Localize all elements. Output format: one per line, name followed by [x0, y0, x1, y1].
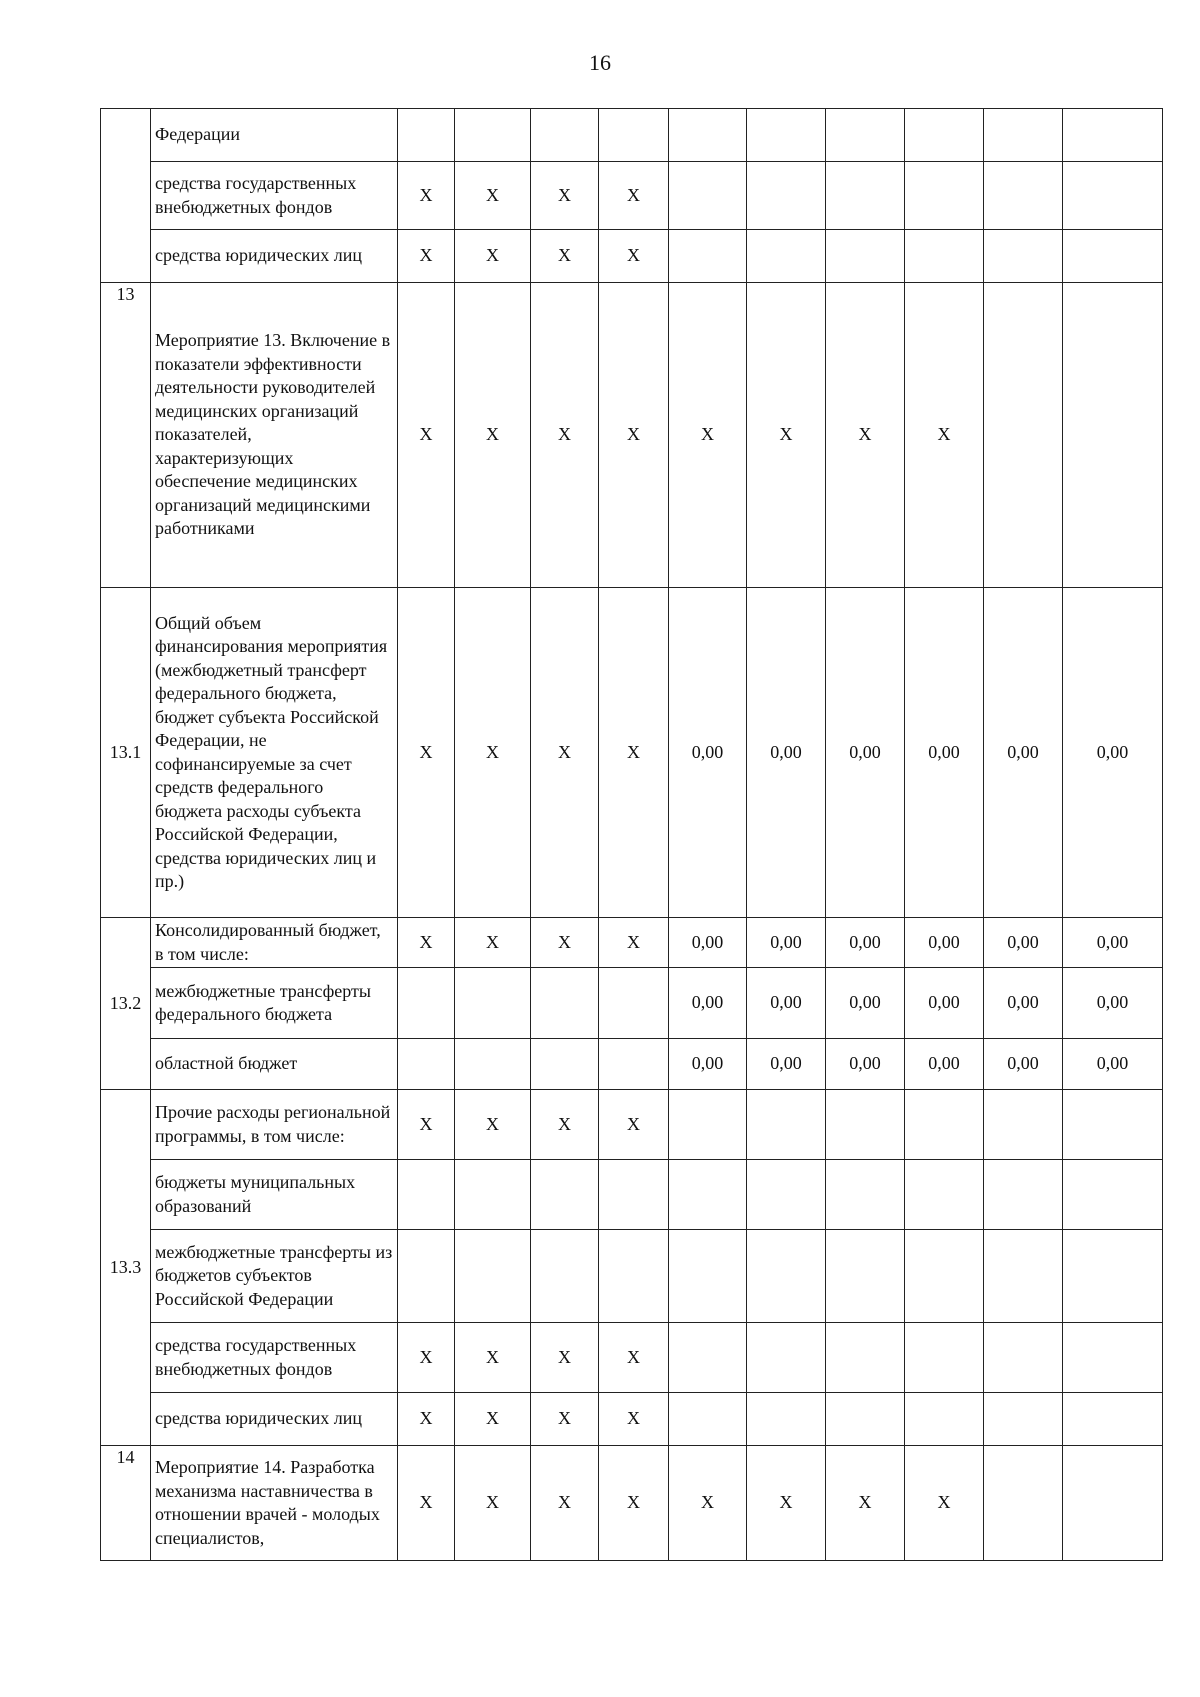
value-cell — [984, 1230, 1063, 1323]
value-cell: 0,00 — [826, 918, 905, 968]
value-cell: 0,00 — [984, 968, 1063, 1039]
value-cell: X — [599, 1393, 669, 1446]
value-cell — [531, 1160, 599, 1230]
value-cell — [826, 162, 905, 230]
value-cell — [669, 230, 747, 283]
value-cell: X — [599, 918, 669, 968]
value-cell — [1063, 1160, 1163, 1230]
table-row — [101, 162, 1163, 230]
description-cell: бюджеты муниципальных образований — [151, 1160, 398, 1230]
value-cell — [669, 1160, 747, 1230]
value-cell: X — [398, 283, 455, 588]
value-cell: X — [599, 162, 669, 230]
table-row — [101, 283, 1163, 588]
value-cell: X — [455, 283, 531, 588]
value-cell: X — [669, 283, 747, 588]
value-cell — [531, 1039, 599, 1090]
value-cell — [531, 109, 599, 162]
description-cell: средства государственных внебюджетных фондов — [151, 1323, 398, 1393]
value-cell — [1063, 1230, 1163, 1323]
row-number-cell — [101, 109, 151, 283]
value-cell: X — [455, 1090, 531, 1160]
value-cell: 0,00 — [984, 588, 1063, 918]
value-cell: X — [531, 918, 599, 968]
budget-table — [100, 108, 1163, 1561]
value-cell — [984, 1446, 1063, 1561]
value-cell: 0,00 — [1063, 968, 1163, 1039]
value-cell — [984, 1090, 1063, 1160]
table-row — [101, 1090, 1163, 1160]
value-cell: X — [531, 1323, 599, 1393]
value-cell: X — [826, 1446, 905, 1561]
value-cell — [599, 1039, 669, 1090]
value-cell: 0,00 — [1063, 918, 1163, 968]
row-number-cell: 13.3 — [101, 1090, 151, 1446]
description-cell: Общий объем финансирования мероприятия (межбюджетный трансферт федерального бюджета, бюджет субъекта Российской Федерации, не софинансируемые за счет средств федерального бюджета расходы субъекта Российской Федерации, средства юридических лиц и пр.) — [151, 588, 398, 918]
table-row — [101, 109, 1163, 162]
description-cell: областной бюджет — [151, 1039, 398, 1090]
value-cell — [599, 1230, 669, 1323]
value-cell — [747, 1323, 826, 1393]
value-cell — [984, 1160, 1063, 1230]
value-cell: 0,00 — [984, 918, 1063, 968]
table-row — [101, 1393, 1163, 1446]
value-cell — [398, 1230, 455, 1323]
value-cell: 0,00 — [669, 968, 747, 1039]
value-cell: X — [455, 1393, 531, 1446]
value-cell: X — [531, 1090, 599, 1160]
value-cell: X — [398, 1446, 455, 1561]
value-cell: 0,00 — [826, 1039, 905, 1090]
value-cell — [1063, 1393, 1163, 1446]
value-cell: 0,00 — [669, 588, 747, 918]
value-cell: X — [398, 230, 455, 283]
value-cell — [1063, 162, 1163, 230]
value-cell — [984, 109, 1063, 162]
description-cell: средства государственных внебюджетных фондов — [151, 162, 398, 230]
value-cell — [669, 1230, 747, 1323]
value-cell — [826, 1323, 905, 1393]
value-cell — [826, 1393, 905, 1446]
value-cell: 0,00 — [826, 968, 905, 1039]
value-cell — [669, 162, 747, 230]
value-cell — [455, 1039, 531, 1090]
value-cell: 0,00 — [905, 588, 984, 918]
page-number: 16 — [589, 50, 611, 75]
value-cell: 0,00 — [905, 1039, 984, 1090]
value-cell: X — [905, 283, 984, 588]
value-cell: X — [531, 1446, 599, 1561]
value-cell — [905, 1090, 984, 1160]
value-cell: X — [531, 283, 599, 588]
value-cell: X — [455, 588, 531, 918]
value-cell — [531, 1230, 599, 1323]
value-cell — [398, 1160, 455, 1230]
value-cell: 0,00 — [747, 588, 826, 918]
value-cell: X — [455, 1446, 531, 1561]
value-cell: X — [398, 162, 455, 230]
value-cell: X — [531, 1393, 599, 1446]
value-cell: X — [669, 1446, 747, 1561]
value-cell: 0,00 — [984, 1039, 1063, 1090]
value-cell: 0,00 — [669, 918, 747, 968]
value-cell — [1063, 230, 1163, 283]
value-cell: X — [398, 918, 455, 968]
value-cell — [1063, 1446, 1163, 1561]
value-cell: X — [826, 283, 905, 588]
description-cell: межбюджетные трансферты федерального бюджета — [151, 968, 398, 1039]
description-cell: Мероприятие 13. Включение в показатели эффективности деятельности руководителей медицинских организаций показателей, характеризующих обеспечение медицинских организаций медицинскими работниками — [151, 283, 398, 588]
value-cell — [398, 968, 455, 1039]
value-cell: X — [398, 588, 455, 918]
value-cell: 0,00 — [905, 968, 984, 1039]
value-cell: X — [455, 918, 531, 968]
value-cell — [455, 1230, 531, 1323]
row-number-cell: 14 — [101, 1446, 151, 1561]
value-cell — [826, 109, 905, 162]
value-cell — [984, 230, 1063, 283]
value-cell — [905, 230, 984, 283]
value-cell — [747, 1090, 826, 1160]
value-cell: X — [599, 283, 669, 588]
value-cell: X — [455, 230, 531, 283]
value-cell — [669, 1090, 747, 1160]
value-cell — [747, 230, 826, 283]
value-cell — [669, 1323, 747, 1393]
value-cell: X — [599, 1446, 669, 1561]
table-row — [101, 588, 1163, 918]
table-row — [101, 230, 1163, 283]
value-cell — [1063, 1323, 1163, 1393]
value-cell — [669, 1393, 747, 1446]
value-cell — [531, 968, 599, 1039]
value-cell — [599, 109, 669, 162]
value-cell: X — [599, 588, 669, 918]
value-cell: 0,00 — [747, 968, 826, 1039]
value-cell: X — [599, 1323, 669, 1393]
value-cell: 0,00 — [1063, 588, 1163, 918]
description-cell: средства юридических лиц — [151, 230, 398, 283]
value-cell: 0,00 — [826, 588, 905, 918]
value-cell: X — [531, 230, 599, 283]
row-number-cell: 13 — [101, 283, 151, 588]
value-cell: X — [455, 162, 531, 230]
value-cell: X — [455, 1323, 531, 1393]
value-cell: 0,00 — [747, 918, 826, 968]
table-row — [101, 1446, 1163, 1561]
description-cell: Консолидированный бюджет, в том числе: — [151, 918, 398, 968]
value-cell — [455, 1160, 531, 1230]
value-cell — [747, 1160, 826, 1230]
table-row — [101, 1323, 1163, 1393]
value-cell — [826, 1090, 905, 1160]
value-cell — [826, 1160, 905, 1230]
value-cell — [984, 162, 1063, 230]
value-cell: 0,00 — [905, 918, 984, 968]
value-cell — [747, 1230, 826, 1323]
value-cell — [984, 1393, 1063, 1446]
description-cell: средства юридических лиц — [151, 1393, 398, 1446]
description-cell: Мероприятие 14. Разработка механизма наставничества в отношении врачей - молодых специалистов, — [151, 1446, 398, 1561]
description-cell: Прочие расходы региональной программы, в том числе: — [151, 1090, 398, 1160]
value-cell: X — [747, 283, 826, 588]
value-cell — [1063, 109, 1163, 162]
value-cell — [455, 968, 531, 1039]
value-cell: X — [398, 1090, 455, 1160]
value-cell: 0,00 — [669, 1039, 747, 1090]
value-cell: X — [905, 1446, 984, 1561]
value-cell — [905, 1160, 984, 1230]
value-cell — [826, 230, 905, 283]
value-cell — [747, 162, 826, 230]
value-cell — [905, 109, 984, 162]
table-row — [101, 1160, 1163, 1230]
description-cell: межбюджетные трансферты из бюджетов субъектов Российской Федерации — [151, 1230, 398, 1323]
value-cell: X — [747, 1446, 826, 1561]
value-cell — [1063, 1090, 1163, 1160]
value-cell: 0,00 — [1063, 1039, 1163, 1090]
value-cell: X — [531, 588, 599, 918]
value-cell — [599, 968, 669, 1039]
value-cell: X — [599, 230, 669, 283]
value-cell: X — [398, 1323, 455, 1393]
row-number-cell: 13.2 — [101, 918, 151, 1090]
value-cell — [455, 109, 531, 162]
table-row — [101, 1039, 1163, 1090]
value-cell: X — [398, 1393, 455, 1446]
value-cell: 0,00 — [747, 1039, 826, 1090]
value-cell — [905, 1393, 984, 1446]
value-cell — [669, 109, 747, 162]
value-cell — [826, 1230, 905, 1323]
value-cell — [984, 283, 1063, 588]
value-cell — [905, 1323, 984, 1393]
value-cell — [398, 1039, 455, 1090]
value-cell — [984, 1323, 1063, 1393]
table-row — [101, 968, 1163, 1039]
value-cell — [599, 1160, 669, 1230]
row-number-cell: 13.1 — [101, 588, 151, 918]
value-cell — [905, 1230, 984, 1323]
value-cell — [747, 109, 826, 162]
table-row — [101, 918, 1163, 968]
value-cell — [398, 109, 455, 162]
value-cell — [747, 1393, 826, 1446]
value-cell — [905, 162, 984, 230]
description-cell: Федерации — [151, 109, 398, 162]
table-row — [101, 1230, 1163, 1323]
value-cell — [1063, 283, 1163, 588]
value-cell: X — [531, 162, 599, 230]
value-cell: X — [599, 1090, 669, 1160]
